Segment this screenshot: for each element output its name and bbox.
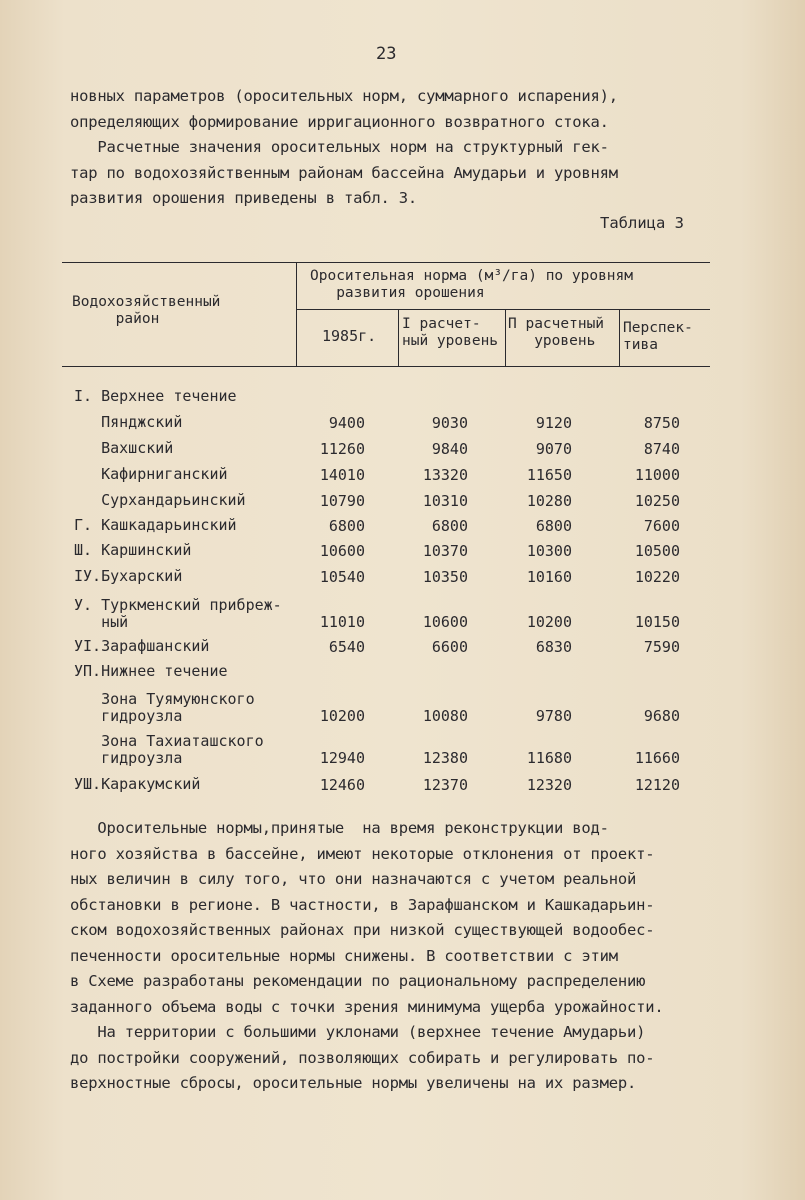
- table-row: [0, 732, 805, 767]
- row-value-col-1: 6800: [328, 517, 365, 535]
- table-row: [0, 690, 805, 725]
- table-header-bottom-rule: [62, 366, 710, 367]
- row-value-col-1: 14010: [319, 466, 365, 484]
- row-value-col-4: 10150: [634, 613, 680, 631]
- row-value-col-4: 12120: [634, 776, 680, 794]
- row-value-col-4: 8740: [643, 440, 680, 458]
- row-value-col-2: 10080: [422, 707, 468, 725]
- row-region-name: УШ.Каракумский: [74, 775, 201, 793]
- table-row: [0, 566, 805, 592]
- row-region-name: Г. Кашкадарьинский: [74, 516, 237, 534]
- row-value-col-2: 12380: [422, 749, 468, 767]
- outro-line: заданного объема воды с точки зрения минимума ущерба урожайности.: [70, 997, 664, 1016]
- row-region-name: УI.Зарафшанский: [74, 637, 210, 655]
- row-value-col-4: 9680: [643, 707, 680, 725]
- outro-line: печенности оросительные нормы снижены. В соответствии с этим: [70, 946, 618, 965]
- table-col-divider-2: [398, 310, 399, 366]
- header-col-1985: 1985г.: [322, 327, 377, 345]
- table-col-divider-3: [505, 310, 506, 366]
- outro-line: обстановки в регионе. В частности, в Зарафшанском и Кашкадарьин-: [70, 895, 655, 914]
- row-value-col-2: 10350: [422, 568, 468, 586]
- row-value-col-2: 10310: [422, 492, 468, 510]
- row-value-col-3: 10300: [526, 542, 572, 560]
- intro-line: новных параметров (оросительных норм, суммарного испарения),: [70, 87, 618, 105]
- row-value-col-2: 6600: [431, 638, 468, 656]
- row-value-col-1: 11260: [319, 440, 365, 458]
- header-col-perspective: Перспек- тива: [623, 320, 693, 353]
- row-value-col-1: 10600: [319, 542, 365, 560]
- header-region: Водохозяйственный район: [72, 294, 221, 327]
- row-value-col-2: 6800: [431, 517, 468, 535]
- row-value-col-4: 11000: [634, 466, 680, 484]
- outro-line: ного хозяйства в бассейне, имеют некоторые отклонения от проект-: [70, 844, 655, 863]
- row-value-col-4: 8750: [643, 414, 680, 432]
- table-row: [0, 438, 805, 464]
- row-value-col-2: 12370: [422, 776, 468, 794]
- row-value-col-3: 9780: [535, 707, 572, 725]
- row-region-name: Ш. Каршинский: [74, 541, 192, 559]
- row-region-name: Зона Туямуюнского гидроузла: [101, 690, 255, 725]
- row-value-col-1: 12940: [319, 749, 365, 767]
- table-col-divider-4: [619, 310, 620, 366]
- row-value-col-1: 12460: [319, 776, 365, 794]
- row-value-col-1: 11010: [319, 613, 365, 631]
- row-value-col-4: 7590: [643, 638, 680, 656]
- row-value-col-3: 10280: [526, 492, 572, 510]
- outro-line: до постройки сооружений, позволяющих собирать и регулировать по-: [70, 1048, 655, 1067]
- row-region-name: У. Туркменский прибреж- ный: [74, 596, 282, 631]
- row-value-col-1: 10200: [319, 707, 365, 725]
- row-region-name: I. Верхнее течение: [74, 387, 237, 405]
- intro-line: развития орошения приведены в табл. 3.: [70, 189, 418, 207]
- row-region-name: Вахшский: [74, 439, 174, 457]
- outro-line: верхностные сбросы, оросительные нормы увеличены на их размер.: [70, 1074, 637, 1092]
- row-value-col-3: 9070: [535, 440, 572, 458]
- row-value-col-4: 10220: [634, 568, 680, 586]
- row-region-name: IУ.Бухарский: [74, 567, 183, 585]
- row-region-name: Кафирниганский: [74, 465, 228, 483]
- row-value-col-3: 10160: [526, 568, 572, 586]
- outro-line: в Схеме разработаны рекомендации по рациональному распределению: [70, 972, 646, 990]
- row-value-col-1: 9400: [328, 414, 365, 432]
- table-header-mid-rule: [296, 309, 710, 310]
- outro-line: На территории с большими уклонами (верхнее течение Амударьи): [70, 1023, 646, 1041]
- outro-line: Оросительные нормы,принятые на время реконструкции вод-: [70, 819, 609, 837]
- table-row: [0, 596, 805, 631]
- row-value-col-1: 10790: [319, 492, 365, 510]
- row-value-col-3: 12320: [526, 776, 572, 794]
- table-row: [0, 774, 805, 800]
- row-value-col-3: 10200: [526, 613, 572, 631]
- row-value-col-2: 10370: [422, 542, 468, 560]
- row-value-col-3: 9120: [535, 414, 572, 432]
- table-row: [0, 412, 805, 438]
- row-value-col-2: 13320: [422, 466, 468, 484]
- outro-line: ском водохозяйственных районах при низкой существующей водообес-: [70, 921, 655, 939]
- table-col-divider-1: [296, 262, 297, 366]
- row-value-col-2: 9840: [431, 440, 468, 458]
- table-row: [0, 386, 805, 412]
- row-value-col-4: 11660: [634, 749, 680, 767]
- table-row: [0, 636, 805, 662]
- header-col-level2: П расчетный уровень: [508, 316, 605, 349]
- table-row: [0, 464, 805, 490]
- row-region-name: Пянджский: [74, 413, 183, 431]
- header-col-level1: I расчет- ный уровень: [402, 316, 499, 349]
- table-row: [0, 661, 805, 687]
- row-value-col-4: 10250: [634, 492, 680, 510]
- row-region-name: Сурхандарьинский: [74, 491, 246, 509]
- table-top-rule: [62, 262, 710, 263]
- row-value-col-1: 10540: [319, 568, 365, 586]
- row-value-col-1: 6540: [328, 638, 365, 656]
- row-value-col-4: 7600: [643, 517, 680, 535]
- row-value-col-3: 11680: [526, 749, 572, 767]
- intro-line: определяющих формирование ирригационного возвратного стока.: [70, 112, 609, 131]
- row-region-name: Зона Тахиаташского гидроузла: [101, 732, 264, 767]
- intro-line: тар по водохозяйственным районам бассейна Амударьи и уровням: [70, 163, 618, 182]
- row-value-col-3: 6800: [535, 517, 572, 535]
- table-row: [0, 490, 805, 516]
- page-number: 23: [376, 44, 397, 64]
- row-value-col-4: 10500: [634, 542, 680, 560]
- table-caption: Таблица 3: [600, 214, 684, 232]
- row-region-name: УП.Нижнее течение: [74, 662, 228, 680]
- header-group: Оросительная норма (м³/га) по уровням развития орошения: [310, 268, 634, 301]
- row-value-col-2: 9030: [431, 414, 468, 432]
- outro-line: ных величин в силу того, что они назначаются с учетом реальной: [70, 870, 637, 888]
- row-value-col-2: 10600: [422, 613, 468, 631]
- table-row: [0, 515, 805, 541]
- table-row: [0, 540, 805, 566]
- row-value-col-3: 11650: [526, 466, 572, 484]
- intro-line: Расчетные значения оросительных норм на структурный гек-: [70, 138, 609, 156]
- row-value-col-3: 6830: [535, 638, 572, 656]
